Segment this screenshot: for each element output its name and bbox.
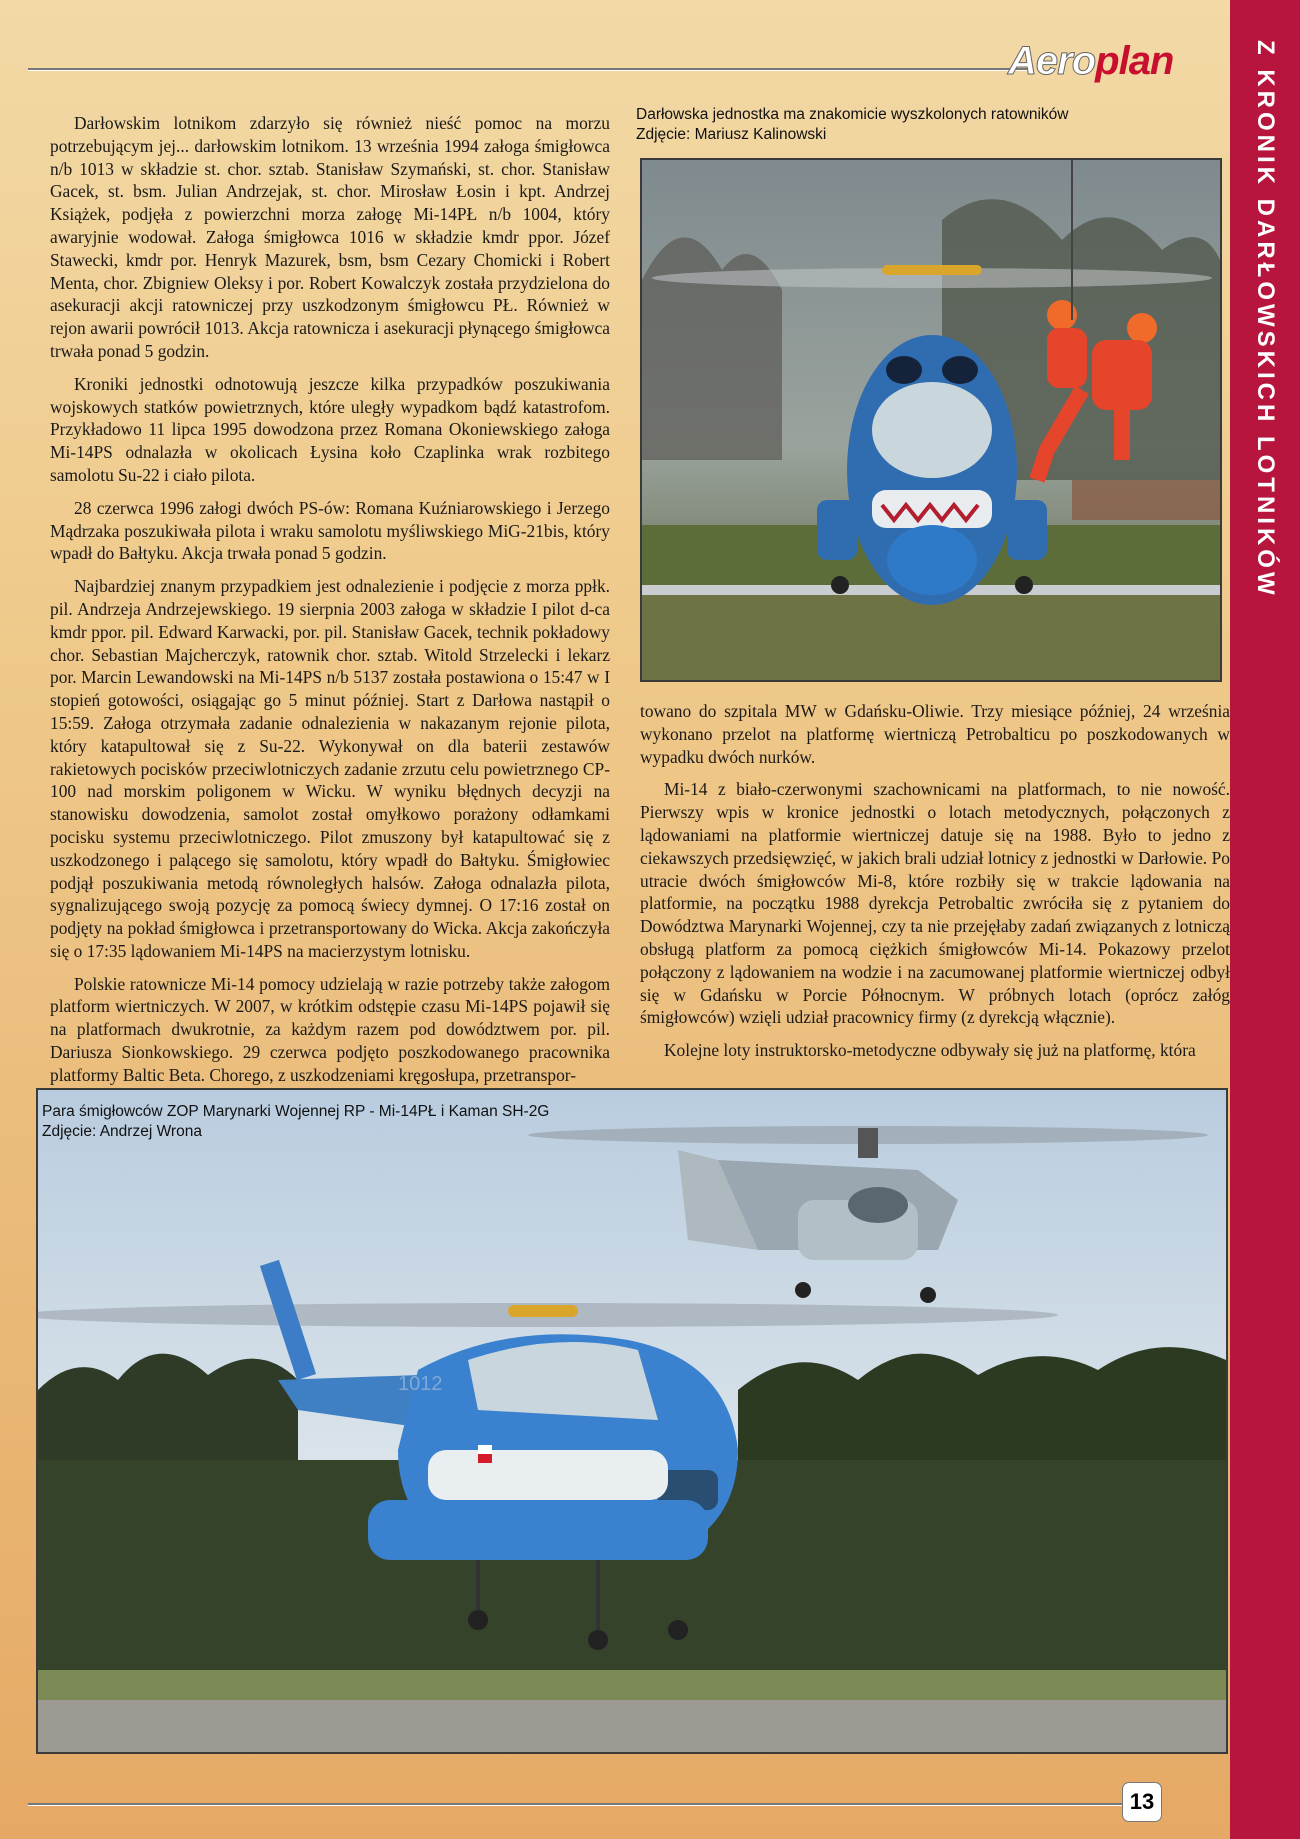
logo-part-plan: plan	[1095, 39, 1174, 83]
magazine-logo	[1008, 40, 1173, 82]
page-number: 13	[1122, 1782, 1162, 1822]
paragraph: Kolejne loty instruktorsko-metodyczne odbywały się już na platformę, która	[664, 1040, 1196, 1061]
paragraph: Najbardziej znanym przypadkiem jest odnalezienie i podjęcie z morza ppłk. pil. Andrzeja Andrzejewskiego. 19 sierpnia 2003 załoga w składzie I pilot d-ca kmdr ppor. pil. Edward Karwacki, por. pil. Stanisław Gacek, technik pokładowy chor. Sebastian Majcherczyk, ratownik chor. sztab. Witold Strzelecki i lekarz por. Marcin Lewandowski na Mi-14PS n/b 5137 została postawiona o 15:47 w I stopień gotowości, osiągając go 5 minut później. Start z Darłowa nastąpił o 15:59. Załoga otrzymała zadanie odnalezienia w nakazanym rejonie pilota, który katapultował się z Su-22. Wykonywał on dla baterii zestawów rakietowych pocisków przeciwlotniczych zadanie zrzutu celu powietrznego CP-100 nad morskim poligonem w Wicku. W wyniku błędnych decyzji na stanowisku dowodzenia, samolot został omyłkowo porażony odłamkami pocisku systemu przeciwlotniczego. Pilot zmuszony był katapultować się z uszkodzonego i palącego się samolotu, który wpadł do Bałtyku. Śmigłowiec podjął poszukiwania metodą równoległych halsów. Załoga odnalazła pilota, sygnalizującego swoją pozycję za pomocą świecy dymnej. O 17:16 został on podjęty na pokład śmigłowca i przetransportowany do Wicka. Akcja zakończyła się o 17:35 lądowaniem Mi-14PS na macierzystym lotnisku.	[50, 576, 610, 961]
paragraph: 28 czerwca 1996 załogi dwóch PS-ów: Romana Kuźniarowskiego i Jerzego Mądrzaka poszukiwała pilota i wraku samolotu myśliwskiego MiG-21bis, który wpadł do Bałtyku. Akcja trwała ponad 5 godzin.	[50, 497, 610, 564]
header-rule	[28, 68, 1028, 71]
rescue-photo-illustration	[642, 160, 1220, 680]
section-sidebar	[1230, 0, 1300, 1839]
tail-number: 1012	[398, 1373, 443, 1395]
bottom-photo-caption	[42, 1102, 682, 1142]
article-left-column	[50, 112, 610, 1097]
top-photo-caption	[636, 105, 1196, 145]
paragraph: towano do szpitala MW w Gdańsku-Oliwie. Trzy miesiące później, 24 września wykonano przelot na platformę wiertniczą Petrobalticu po poszkodowanych w wypadku dwóch nurków.	[640, 701, 1230, 767]
helicopter-pair-illustration	[38, 1090, 1226, 1752]
caption-title: Darłowska jednostka ma znakomicie wyszkolonych ratowników	[636, 106, 1069, 123]
paragraph: Mi-14 z biało-czerwonymi szachownicami na platformach, to nie nowość. Pierwszy wpis w kronice jednostki o lotach metodycznych, połączonych z lądowaniami na platformie wiertniczej datuje się na 1988. Było to jedno z ciekawszych przedsięwzięć, w jakich brali udział lotnicy z jednostki w Darłowie. Po utracie dwóch śmigłowców Mi-8, które rozbiły się w trakcie lądowania na platformie, na początku 1988 dyrekcja Petrobaltic zwróciła się z pytaniem do Dowództwa Marynarki Wojennej, czy ta nie przejęłaby zadań związanych z lotniczą obsługą platform za pomocą ciężkich śmigłowców Mi-14. Pokazowy przelot połączony z lądowaniem na wodzie i na zacumowanej platformie wiertniczej odbył się w Gdańsku w Porcie Północnym. W próbnych lotach (oprócz załóg śmigłowców) wzięli udział pracownicy firmy (z dyrekcją włącznie).	[640, 779, 1230, 1028]
logo-part-aero: Aero	[1008, 39, 1096, 83]
article-right-column	[640, 700, 1230, 1072]
section-title: Z KRONIK DARŁOWSKICH LOTNIKÓW	[1252, 40, 1279, 599]
helicopter-pair-photo	[36, 1088, 1228, 1754]
footer-rule	[28, 1803, 1123, 1806]
caption-credit: Zdjęcie: Mariusz Kalinowski	[636, 126, 827, 143]
caption-credit: Zdjęcie: Andrzej Wrona	[42, 1123, 202, 1140]
paragraph: Kroniki jednostki odnotowują jeszcze kilka przypadków poszukiwania wojskowych statków powietrznych, które uległy wypadkom bądź katastrofom. Przykładowo 11 lipca 1995 dowodzona przez Romana Okoniewskiego załoga Mi-14PS odnalazła w okolicach Łysina koło Czaplinka wrak rozbitego samolotu Su-22 i ciało pilota.	[50, 373, 610, 485]
rescue-helicopter-photo	[640, 158, 1222, 682]
paragraph: Polskie ratownicze Mi-14 pomocy udzielają w razie potrzeby także załogom platform wiertniczych. W 2007, w krótkim odstępie czasu Mi-14PS pojawił się na platformach dwukrotnie, za każdym razem pod dowództwem por. pil. Dariusza Sionkowskiego. 29 czerwca podjęto poszkodowanego pracownika platformy Baltic Beta. Chorego, z uszkodzeniami kręgosłupa, przetranspor-	[50, 973, 610, 1085]
paragraph: Darłowskim lotnikom zdarzyło się również nieść pomoc na morzu potrzebującym jej... darłowskim lotnikom. 13 września 1994 załoga śmigłowca n/b 1013 w składzie st. chor. sztab. Stanisław Szymański, st. chor. Stanisław Gacek, st. bsm. Julian Andrzejak, st. chor. Mirosław Łosin i kpt. Andrzej Książek, podjęła z powierzchni morza załogę Mi-14PŁ n/b 1004, który awaryjnie wodował. Załoga śmigłowca 1016 w składzie kmdr ppor. Józef Stawecki, kmdr por. Henryk Mazurek, bsm, bsm Cezary Chomicki i Robert Menta, chor. Zbigniew Oleksy i por. Robert Kowalczyk została przydzielona do asekuracji akcji ratowniczej przy uszkodzonym śmigłowcu PŁ. Również w rejon awarii powrócił 1013. Akcja ratownicza i asekuracji płynącego śmigłowca trwała ponad 5 godzin.	[50, 113, 610, 361]
caption-title: Para śmigłowców ZOP Marynarki Wojennej RP - Mi-14PŁ i Kaman SH-2G	[42, 1103, 550, 1120]
